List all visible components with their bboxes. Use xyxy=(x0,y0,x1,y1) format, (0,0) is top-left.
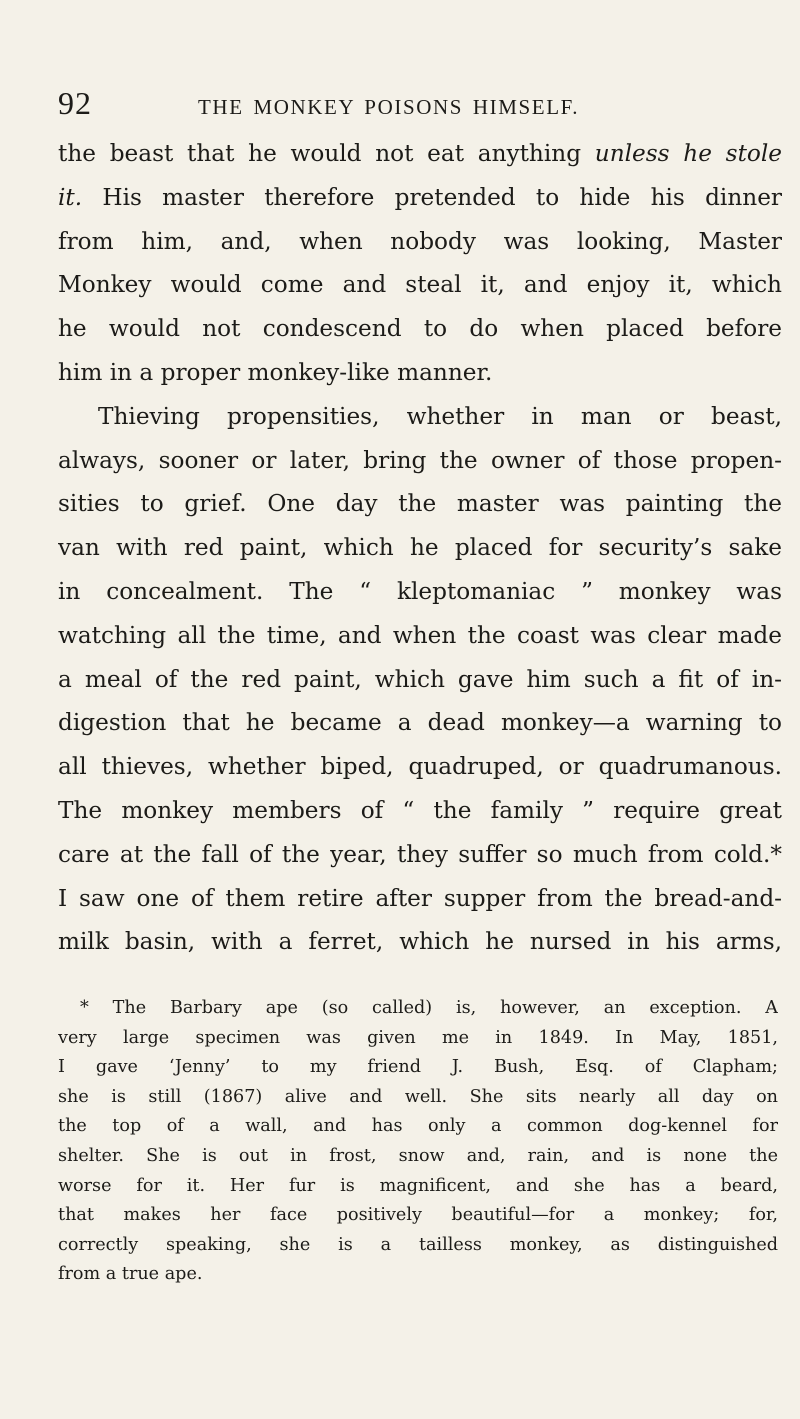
body-line-last: him in a proper monkey-like manner. xyxy=(58,358,493,386)
body-line: I saw one of them retire after supper from the bread-and- xyxy=(58,884,782,912)
footnote-line: worse for it. Her fur is magnificent, and she has a beard, xyxy=(58,1175,778,1196)
body-line: Monkey would come and steal it, and enjoy it, which xyxy=(58,271,782,299)
body-line: The monkey members of “ the family ” require great xyxy=(58,796,782,824)
footnote-line: correctly speaking, she is a tailless monkey, as distinguished xyxy=(58,1234,778,1255)
body-line: in concealment. The “ kleptomaniac ” monkey was xyxy=(58,577,782,605)
body-line: the beast that he would not eat anything unless he stole xyxy=(58,140,782,167)
page-header xyxy=(58,86,778,126)
body-line: a meal of the red paint, which gave him such a fit of in- xyxy=(58,665,782,693)
body-line: Thieving propensities, whether in man or beast, xyxy=(98,402,782,430)
body-line: watching all the time, and when the coast was clear made xyxy=(58,621,782,649)
body-text xyxy=(58,132,782,964)
footnote-line: she is still (1867) alive and well. She sits nearly all day on xyxy=(58,1086,778,1107)
body-line: all thieves, whether biped, quadruped, or quadrumanous. xyxy=(58,753,782,781)
body-line: milk basin, with a ferret, which he nursed in his arms, xyxy=(58,928,782,956)
body-line: always, sooner or later, bring the owner of those propen- xyxy=(58,446,782,474)
body-line: digestion that he became a dead monkey—a warning to xyxy=(58,709,782,737)
footnote-line: the top of a wall, and has only a common dog-kennel for xyxy=(58,1116,778,1137)
footnote xyxy=(58,994,778,1290)
body-line: it. His master therefore pretended to hide his dinner xyxy=(58,183,782,211)
page-number: 92 xyxy=(58,85,92,121)
footnote-line: shelter. She is out in frost, snow and, rain, and is none the xyxy=(58,1145,778,1166)
footnote-line: I gave ‘Jenny’ to my friend J. Bush, Esq. of Clapham; xyxy=(58,1057,778,1078)
footnote-line: very large specimen was given me in 1849. In May, 1851, xyxy=(58,1027,778,1048)
body-line: he would not condescend to do when placed before xyxy=(58,315,782,343)
footnote-line: that makes her face positively beautiful—for a monkey; for, xyxy=(58,1205,778,1226)
body-line: van with red paint, which he placed for security’s sake xyxy=(58,534,782,562)
running-head: THE MONKEY POISONS HIMSELF. xyxy=(198,95,580,119)
footnote-line: from a true ape. xyxy=(58,1264,203,1285)
footnote-line: * The Barbary ape (so called) is, however, an exception. A xyxy=(80,998,778,1018)
body-line: care at the fall of the year, they suffer so much from cold.* xyxy=(58,840,782,868)
body-line: sities to grief. One day the master was painting the xyxy=(58,490,782,518)
body-line: from him, and, when nobody was looking, Master xyxy=(58,227,782,255)
